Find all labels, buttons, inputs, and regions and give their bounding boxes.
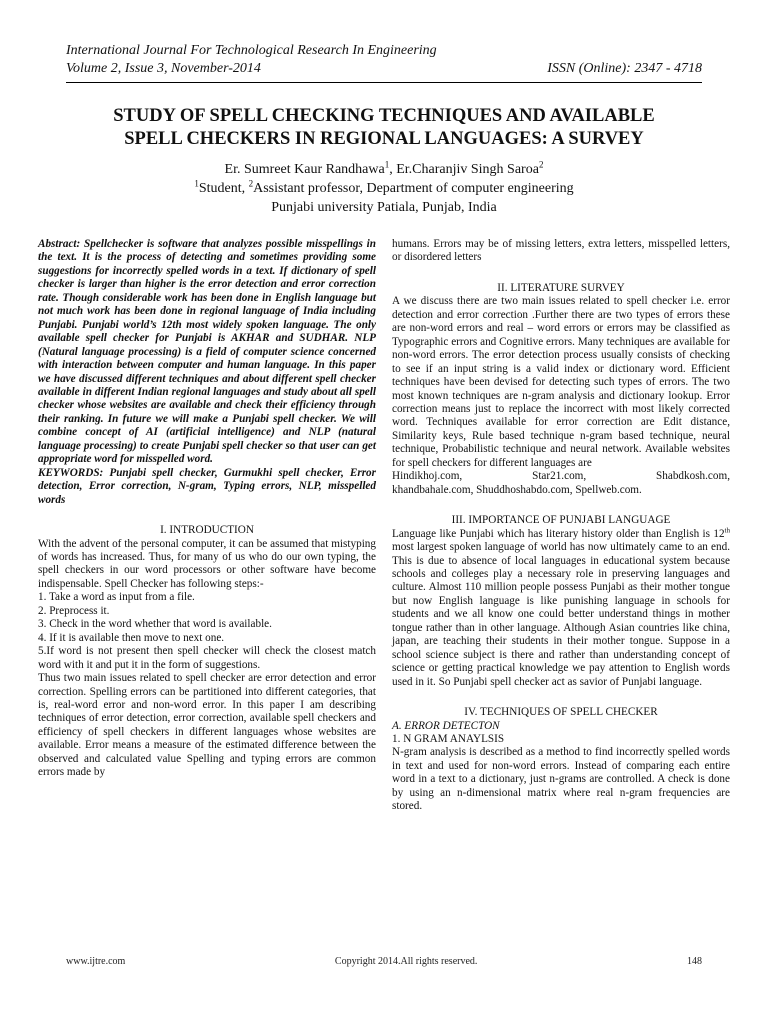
author-1-sup: 1 — [384, 159, 390, 170]
author-roles — [40, 179, 728, 198]
step-5: 5.If word is not present then spell checker will check the closest match word with it and put it in the form of suggestions. — [38, 645, 376, 671]
author-names — [40, 160, 728, 179]
intro-paragraph-1: With the advent of the personal computer, it can be assumed that mistyping of words has increased. Thus, for many of us who do our own typing, the spell checkers in our word processors or other software have become indispensable. Spell Checker has following steps:- — [38, 537, 376, 590]
section-heading-literature-survey: II. LITERATURE SURVEY — [497, 281, 625, 294]
intro-continuation: humans. Errors may be of missing letters, extra letters, misspelled letters, or disordered letters — [392, 238, 730, 264]
page-footer — [66, 956, 702, 967]
website-list-row-2: khandbahale.com, Shuddhoshabdo.com, Spellweb.com. — [392, 483, 642, 496]
website-hindikhoj: Hindikhoj.com, — [392, 470, 463, 483]
spell-checker-steps — [38, 591, 376, 672]
right-column — [392, 238, 730, 814]
footer-copyright: Copyright 2014.All rights reserved. — [334, 956, 478, 967]
step-2: 2. Preprocess it. — [38, 604, 110, 617]
subheading-ngram: 1. N GRAM ANAYLSIS — [392, 732, 505, 745]
author-block — [40, 160, 728, 217]
literature-survey-text: A we discuss there are two main issues related to spell checker i.e. error detection and error correction .Further there are two types of errors these are non-word errors and real – word errors or errors may be classified as Typographic errors and Cognitive errors. Many techniques are available for non-word errors. The error detection process usually consists of checking to see if an input string is a valid index or dictionary word. Efficient techniques have been devised for detecting such types of errors. The two most known techniques are n-gram analysis and dictionary lookup. Error correction means just to replace the incorrect with most likely corrected word. Techniques available for error correction are Edit distance, Similarity keys, Rule based technique n-gram based technique, neural technique, Probabilistic technique and neural network. Available websites for spell checkers for different languages are — [392, 295, 730, 469]
step-3: 3. Check in the word whether that word is available. — [38, 618, 272, 631]
journal-header — [66, 42, 702, 78]
author-2: Er.Charanjiv Singh Saroa — [396, 162, 539, 177]
journal-name: International Journal For Technological Research In Engineering — [66, 43, 437, 58]
page-number: 148 — [686, 956, 702, 967]
importance-sup: th — [724, 525, 730, 534]
keywords: KEYWORDS: Punjabi spell checker, Gurmukhi spell checker, Error detection, Error correction, N-gram, Typing errors, NLP, misspelled words — [38, 466, 376, 506]
importance-text-a: Language like Punjabi which has literary history older than English is 12 — [392, 527, 725, 540]
role-1: Student, — [198, 181, 249, 196]
journal-issn: ISSN (Online): 2347 - 4718 — [547, 61, 702, 76]
subheading-error-detection: A. ERROR DETECTON — [392, 719, 500, 732]
header-divider — [66, 82, 702, 83]
website-star21: Star21.com, — [532, 470, 587, 483]
paper-title — [40, 105, 728, 151]
role-2: Assistant professor, Department of computer engineering — [253, 181, 574, 196]
step-1: 1. Take a word as input from a file. — [38, 591, 195, 604]
intro-paragraph-2: Thus two main issues related to spell checker are error detection and error correction. Spelling errors can be partitioned into different categories, that is, real-word error and non-word error. In this paper I am describing techniques of error detection, error correction, available spell checkers and efficiency of spell checkers in different languages whose websites are available. Error means a measure of the estimated difference between the observed and calculated value Spelling and typing errors are common errors made by — [38, 672, 376, 779]
importance-text — [392, 525, 730, 689]
website-shabdkosh: Shabdkosh.com, — [656, 470, 730, 483]
left-column — [38, 238, 376, 780]
step-4: 4. If it is available then move to next one. — [38, 631, 225, 644]
website-list-row-1 — [392, 470, 730, 483]
role-1-sup: 1 — [194, 178, 199, 189]
section-heading-importance: III. IMPORTANCE OF PUNJABI LANGUAGE — [451, 514, 671, 527]
abstract: Abstract: Spellchecker is software that analyzes possible misspellings in the text. It is the process of detecting and sometimes providing some suggestions for incorrectly spelled words in a text. If dictionary of spell checker is larger than higher is the error detection and error correction rate. Though considerable work has been done in English language but not much work has been done in regional language of India including Punjabi. Punjabi world’s 12th most widely spoken language. The only available spell checker for Punjabi is AKHAR and SUDHAR. NLP (Natural language processing) is a field of computer science concerned with interaction between computer and human language. In this paper we have discussed different techniques and about different spell checker available in different Indian regional languages and study about all spell checker whose websites are available and check their efficiency through their ranking. In future we will make a Punjabi spell checker. We will combine concept of AI (artificial intelligence) and NLP (natural language processing) to create Punjabi spell checker so that user can get appropriate word for misspelled word. — [38, 238, 376, 466]
footer-website: www.ijtre.com — [66, 956, 126, 967]
section-heading-techniques: IV. TECHNIQUES OF SPELL CHECKER — [464, 706, 658, 719]
ngram-text: N-gram analysis is described as a method to find incorrectly spelled words in text and used for non-word errors. Instead of comparing each entire word in a text to a dictionary, just n-grams are controlled. A check is done by using an n-dimensional matrix where real n-gram frequencies are stored. — [392, 746, 730, 813]
journal-volume: Volume 2, Issue 3, November-2014 — [66, 61, 261, 76]
author-1: Er. Sumreet Kaur Randhawa — [224, 162, 385, 177]
importance-text-b: most largest spoken language of world has now ultimately came to an end. This is due to absence of local languages in educational system because schools and colleges play a necessary role in preserving languages and culture. Almost 110 million people possess Punjabi as their mother tongue but now English language is like punishing language in schools for students and we all know one could better understand things in mother tongue rather than in other language. Although Asian countries like china, japan, are teaching their students in their mother tongue. Suppose in a school science subject is there and rather than understanding concept of science or getting practical knowledge we pay attention to English words used in it. So Punjabi spell checker act as savior of Punjabi language. — [392, 541, 730, 688]
author-2-sup: 2 — [538, 159, 544, 170]
role-2-sup: 2 — [248, 178, 254, 189]
journal-issue-row — [66, 60, 702, 78]
title-line-1: STUDY OF SPELL CHECKING TECHNIQUES AND AVAILABLE — [113, 106, 655, 126]
author-separator: , — [389, 162, 397, 177]
section-heading-introduction: I. INTRODUCTION — [160, 524, 254, 537]
author-affiliation: Punjabi university Patiala, Punjab, India — [271, 200, 497, 215]
title-line-2: SPELL CHECKERS IN REGIONAL LANGUAGES: A SURVEY — [124, 129, 644, 149]
